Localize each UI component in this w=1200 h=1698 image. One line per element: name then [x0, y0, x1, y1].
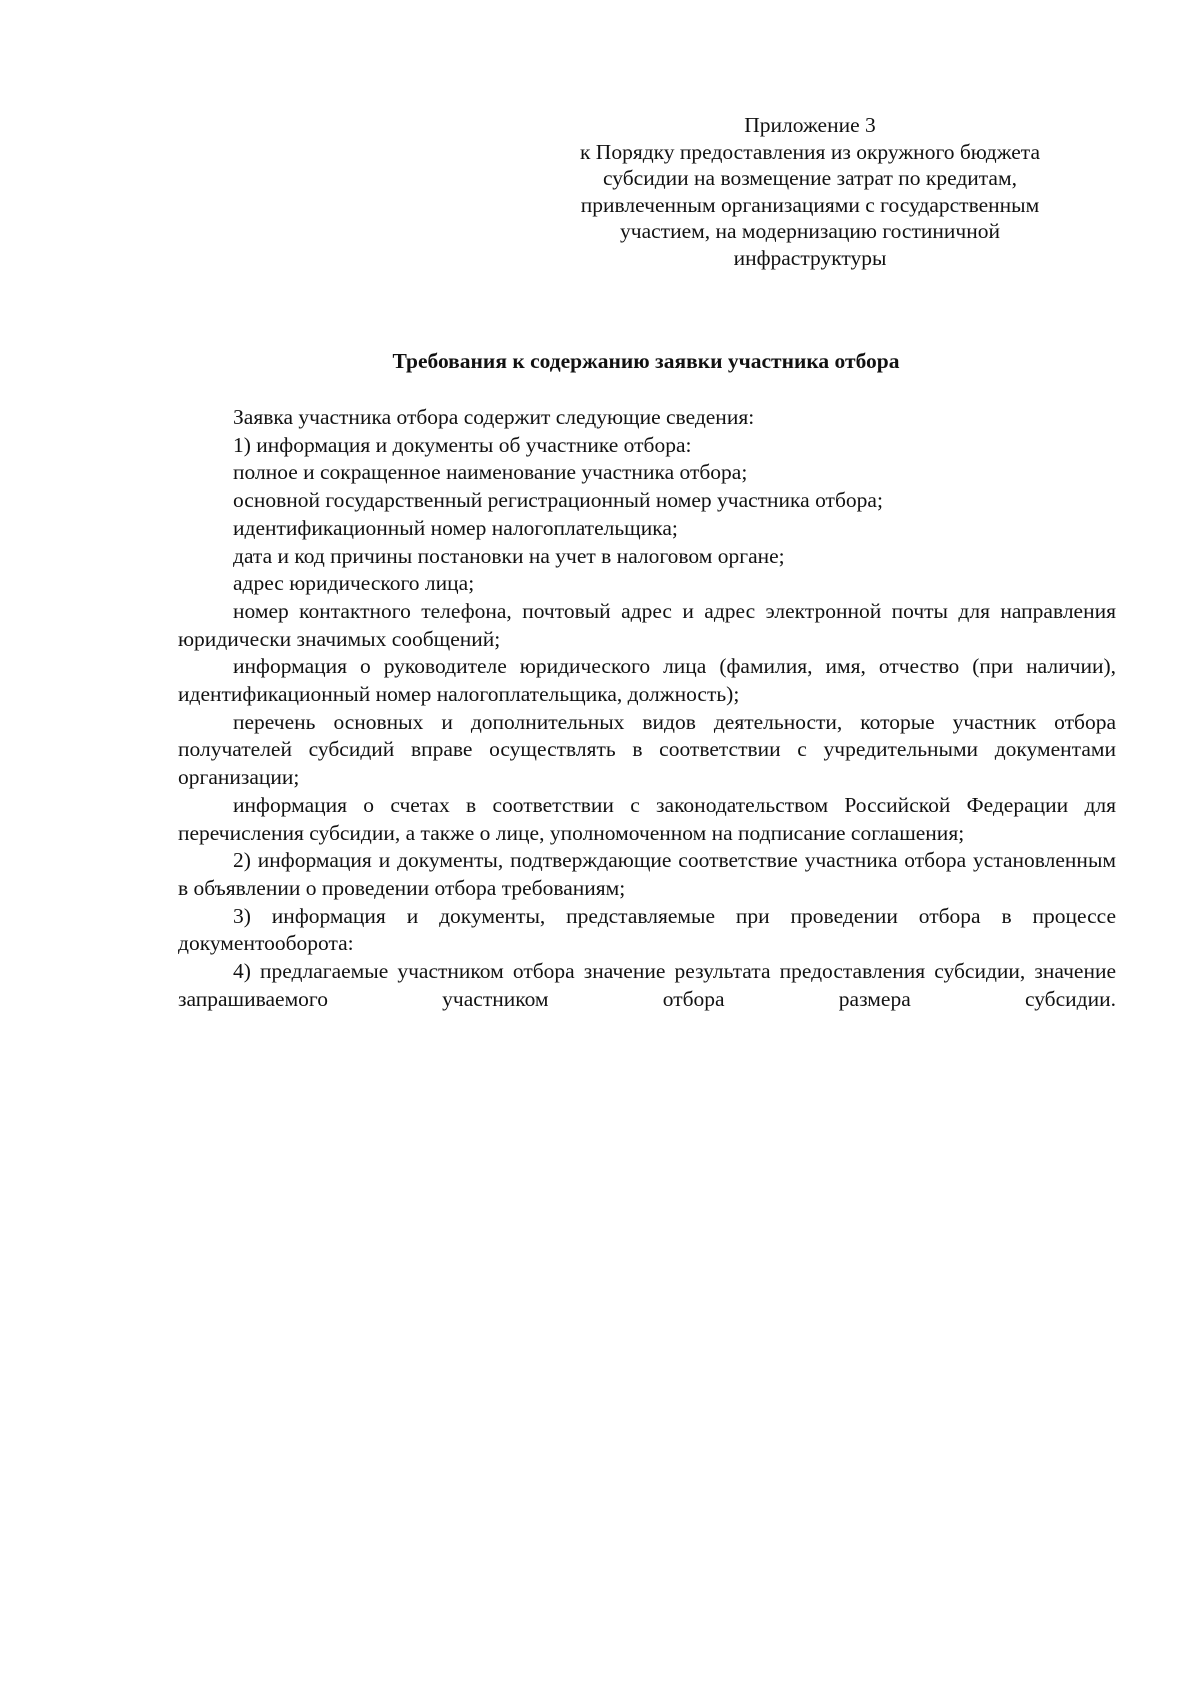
document-title: Требования к содержанию заявки участника отбора	[392, 349, 900, 373]
annex-line: инфраструктуры	[733, 245, 887, 270]
paragraph: 2) информация и документы, подтверждающие соответствие участника отбора установленным в объявлении о проведении отбора требованиям;	[178, 848, 1116, 900]
annex-line: участием, на модернизацию гостиничной	[620, 219, 1000, 243]
paragraph: основной государственный регистрационный номер участника отбора;	[233, 488, 883, 513]
annex-line: привлеченным организациями с государственным	[580, 192, 1040, 217]
paragraph: номер контактного телефона, почтовый адрес и адрес электронной почты для направления юридически значимых сообщений;	[178, 598, 1116, 651]
paragraph: идентификационный номер налогоплательщика;	[233, 515, 678, 540]
paragraph: информация о счетах в соответствии с законодательством Российской Федерации для перечисления субсидии, а также о лице, уполномоченном на подписание соглашения;	[178, 792, 1116, 845]
paragraph: адрес юридического лица;	[233, 571, 475, 596]
paragraph: 3) информация и документы, представляемые при проведении отбора в процессе документооборота:	[178, 903, 1116, 956]
annex-line: к Порядку предоставления из окружного бюджета	[579, 139, 1041, 164]
annex-line: Приложение 3	[744, 113, 876, 137]
annex-line: субсидии на возмещение затрат по кредитам,	[603, 166, 1017, 190]
annex-header	[540, 112, 1080, 271]
paragraph: Заявка участника отбора содержит следующие сведения:	[233, 405, 755, 429]
document-body	[178, 404, 1116, 1013]
paragraph: 1) информация и документы об участнике отбора:	[233, 432, 692, 457]
paragraph: перечень основных и дополнительных видов деятельности, которые участник отбора получателей субсидий вправе осуществлять в соответствии с учредительными документами организации;	[178, 709, 1116, 790]
paragraph: полное и сокращенное наименование участника отбора;	[233, 460, 748, 485]
paragraph: дата и код причины постановки на учет в налоговом органе;	[233, 543, 785, 568]
paragraph: информация о руководителе юридического лица (фамилия, имя, отчество (при наличии), идентификационный номер налогоплательщика, должность);	[178, 654, 1116, 707]
paragraph: 4) предлагаемые участником отбора значение результата предоставления субсидии, значение запрашиваемого участником отбора размера субсидии.	[178, 959, 1116, 1011]
